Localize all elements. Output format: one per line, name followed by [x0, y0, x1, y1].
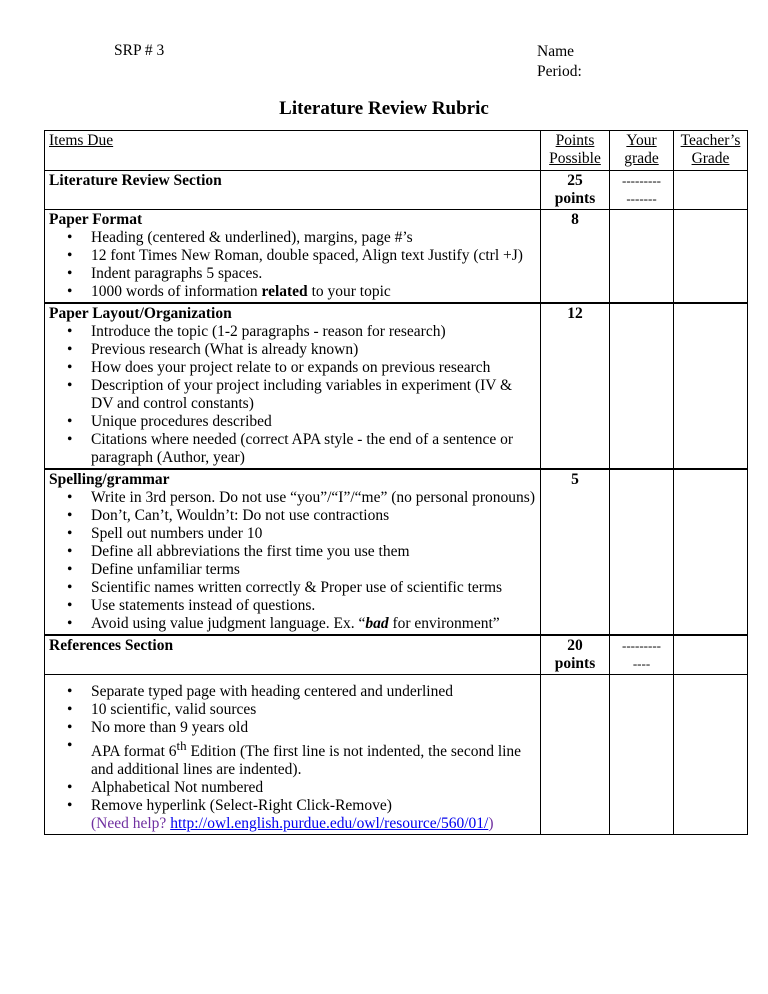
bullet-item	[91, 507, 536, 525]
col-points-1: Points	[555, 132, 595, 149]
item-text-pre: Introduce the topic (1-2 paragraphs - reason for research)	[91, 323, 446, 340]
ref-dash-2: ----	[632, 656, 651, 671]
item-text-sup: th	[176, 738, 187, 753]
bullet-item	[91, 323, 536, 341]
item-text-post: to your topic	[307, 283, 391, 300]
teacher-grade-cell[interactable]	[674, 171, 748, 210]
lit-points: 25	[567, 172, 583, 189]
teacher-grade-cell[interactable]	[674, 303, 748, 469]
section-row	[45, 303, 748, 469]
item-text-pre: Use statements instead of questions.	[91, 597, 316, 614]
purdue-owl-link[interactable]: http://owl.english.purdue.edu/owl/resource/560/01/	[170, 815, 489, 833]
bullet-item	[91, 229, 536, 247]
section-title: Paper Layout/Organization	[49, 305, 232, 322]
item-text-pre: No more than 9 years old	[91, 719, 249, 736]
bullet-item	[91, 341, 536, 359]
bullet-item	[91, 543, 536, 561]
item-text-pre: APA format 6	[91, 743, 177, 761]
section-title: Spelling/grammar	[49, 471, 170, 488]
item-text-pre: Description of your project including variables in experiment (IV & DV and control constants)	[91, 377, 513, 412]
item-text-pre: Don’t, Can’t, Wouldn’t: Do not use contractions	[91, 507, 390, 524]
col-your-1: Your	[626, 132, 657, 149]
item-text-pre: 10 scientific, valid sources	[91, 701, 257, 718]
item-text-pre: Heading (centered & underlined), margins, page #’s	[91, 229, 413, 246]
help-text: (Need help?	[91, 815, 171, 833]
item-text-pre: Define unfamiliar terms	[91, 561, 240, 578]
bullet-list	[49, 489, 536, 633]
bullet-item	[91, 283, 536, 301]
points-possible: 12	[541, 303, 610, 469]
references-body-row	[45, 675, 748, 835]
ref-dash-1: ---------	[622, 638, 661, 653]
item-text-pre: Spell out numbers under 10	[91, 525, 263, 542]
help-text-end: )	[488, 815, 494, 833]
item-text-pre: 1000 words of information	[91, 283, 262, 300]
bullet-item	[91, 615, 536, 633]
your-grade-cell[interactable]	[610, 210, 674, 304]
bullet-item	[91, 737, 536, 779]
item-text-bold: related	[261, 283, 308, 300]
bullet-item	[91, 377, 536, 413]
bullet-item	[91, 683, 536, 701]
bullet-item	[91, 489, 536, 507]
item-text-pre: Avoid using value judgment language. Ex. “	[91, 615, 366, 632]
col-points-2: Possible	[549, 150, 601, 167]
points-possible: 8	[541, 210, 610, 304]
references-label: References Section	[45, 635, 541, 675]
teacher-grade-cell[interactable]	[674, 675, 748, 835]
lit-review-label: Literature Review Section	[45, 171, 541, 210]
your-grade-cell[interactable]	[610, 303, 674, 469]
item-text-pre: Write in 3rd person. Do not use “you”/“I”/“me” (no personal pronouns)	[91, 489, 536, 506]
points-possible: 5	[541, 469, 610, 635]
header-row	[45, 131, 748, 171]
item-text-pre: 12 font Times New Roman, double spaced, Align text Justify (ctrl +J)	[91, 247, 523, 264]
bullet-item	[91, 779, 536, 797]
section-row	[45, 469, 748, 635]
rubric-table	[44, 130, 748, 835]
item-text-pre: Alphabetical Not numbered	[91, 779, 264, 797]
lit-dash-2: -------	[626, 191, 657, 206]
bullet-item	[91, 719, 536, 737]
period-label: Period:	[537, 63, 582, 80]
bullet-item	[91, 431, 536, 467]
item-text-pre: Citations where needed (correct APA style - the end of a sentence or paragraph (Author, year)	[91, 431, 514, 466]
references-row	[45, 635, 748, 675]
lit-points-unit: points	[554, 190, 596, 207]
item-text-pre: Define all abbreviations the first time you use them	[91, 543, 410, 560]
bullet-item	[91, 247, 536, 265]
bullet-list	[49, 229, 536, 301]
item-text-pre: Separate typed page with heading centered and underlined	[91, 683, 453, 700]
col-teacher-1: Teacher’s	[680, 132, 741, 149]
col-teacher-2: Grade	[691, 150, 730, 167]
bullet-list	[49, 323, 536, 467]
name-label: Name	[537, 43, 575, 60]
item-text-pre: Unique procedures described	[91, 413, 272, 430]
points-cell	[541, 675, 610, 835]
teacher-grade-cell[interactable]	[674, 210, 748, 304]
lit-review-row	[45, 171, 748, 210]
bullet-item	[91, 797, 536, 833]
item-text-pre: Indent paragraphs 5 spaces.	[91, 265, 263, 282]
bullet-item	[91, 701, 536, 719]
lit-dash-1: ---------	[622, 173, 661, 188]
bullet-item	[91, 265, 536, 283]
name-period-block	[537, 42, 582, 82]
ref-points: 20	[567, 637, 583, 654]
your-grade-cell[interactable]	[610, 469, 674, 635]
bullet-list	[49, 683, 536, 833]
section-title: Paper Format	[49, 211, 143, 228]
teacher-grade-cell[interactable]	[674, 635, 748, 675]
bullet-item	[91, 525, 536, 543]
item-text-post: Edition (The first line is not indented, the second line and additional lines are indented).	[91, 743, 522, 779]
srp-number: SRP # 3	[114, 42, 165, 59]
bullet-item	[91, 579, 536, 597]
teacher-grade-cell[interactable]	[674, 469, 748, 635]
item-text-bolditalic: bad	[365, 615, 389, 632]
page-title: Literature Review Rubric	[279, 98, 489, 119]
item-text-pre: Previous research (What is already known)	[91, 341, 359, 358]
bullet-item	[91, 413, 536, 431]
col-items-due: Items Due	[49, 132, 114, 149]
item-text-pre: Scientific names written correctly & Proper use of scientific terms	[91, 579, 503, 596]
your-grade-cell[interactable]	[610, 675, 674, 835]
ref-points-unit: points	[554, 655, 596, 672]
item-text-post: for environment”	[388, 615, 500, 632]
item-text-pre: Remove hyperlink (Select-Right Click-Remove)	[91, 797, 392, 815]
item-text-pre: How does your project relate to or expands on previous research	[91, 359, 491, 376]
col-your-2: grade	[624, 150, 659, 167]
section-row	[45, 210, 748, 304]
bullet-item	[91, 561, 536, 579]
bullet-item	[91, 359, 536, 377]
bullet-item	[91, 597, 536, 615]
